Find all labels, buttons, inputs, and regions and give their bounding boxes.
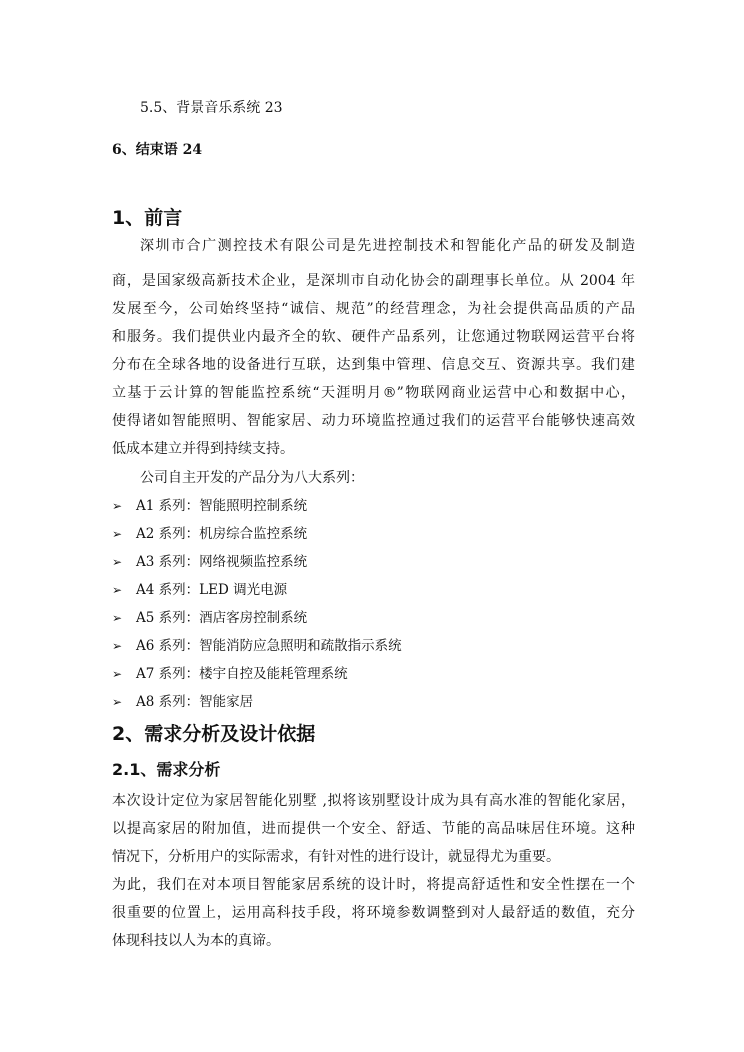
list-item [112, 663, 348, 685]
list-item-text: A1 系列：智能照明控制系统 [136, 498, 308, 514]
paragraph-line: 深圳市合广测控技术有限公司是先进控制技术和智能化产品的研发及制造 [140, 238, 635, 254]
toc-item-5-5: 5.5、背景音乐系统 23 [140, 100, 283, 116]
paragraph-line: 为此，我们在对本项目智能家居系统的设计时，将提高舒适性和安全性摆在一个 [112, 877, 635, 893]
arrow-bullet-icon: ➢ [112, 499, 123, 513]
list-item-text: A6 系列：智能消防应急照明和疏散指示系统 [136, 638, 402, 654]
list-item [112, 691, 253, 713]
arrow-bullet-icon: ➢ [112, 639, 123, 653]
section2-heading: 2、需求分析及设计依据 [112, 723, 316, 745]
paragraph-line: 发展至今，公司始终坚持“诚信、规范”的经营理念，为社会提供高品质的产品 [112, 301, 635, 317]
list-item [112, 551, 307, 573]
list-item [112, 579, 287, 601]
list-item-text: A4 系列：LED 调光电源 [136, 582, 288, 598]
paragraph-line: 本次设计定位为家居智能化别墅 ,拟将该别墅设计成为具有高水准的智能化家居， [112, 793, 635, 809]
paragraph-line: 体现科技以人为本的真谛。 [112, 933, 280, 949]
list-item-text: A7 系列：楼宇自控及能耗管理系统 [136, 666, 348, 682]
paragraph-line: 情况下，分析用户的实际需求，有针对性的进行设计，就显得尤为重要。 [112, 849, 560, 865]
paragraph-line: 商，是国家级高新技术企业，是深圳市自动化协会的副理事长单位。从 2004 年 [112, 273, 635, 289]
list-item-text: A2 系列：机房综合监控系统 [136, 526, 308, 542]
list-item-text: A8 系列：智能家居 [136, 694, 254, 710]
paragraph-line: 很重要的位置上，运用高科技手段，将环境参数调整到对人最舒适的数值，充分 [112, 905, 635, 921]
section1-heading: 1、前言 [112, 207, 183, 229]
list-item-text: A5 系列：酒店客房控制系统 [136, 610, 308, 626]
arrow-bullet-icon: ➢ [112, 667, 123, 681]
series-intro: 公司自主开发的产品分为八大系列： [140, 470, 364, 486]
section2-1-heading: 2.1、需求分析 [112, 760, 221, 779]
paragraph-line: 分布在全球各地的设备进行互联，达到集中管理、信息交互、资源共享。我们建 [112, 357, 635, 373]
arrow-bullet-icon: ➢ [112, 695, 123, 709]
paragraph-line: 以提高家居的附加值，进而提供一个安全、舒适、节能的高品味居住环境。这种 [112, 821, 635, 837]
arrow-bullet-icon: ➢ [112, 583, 123, 597]
paragraph-line: 立基于云计算的智能监控系统“天涯明月®”物联网商业运营中心和数据中心， [112, 385, 635, 401]
list-item [112, 635, 402, 657]
arrow-bullet-icon: ➢ [112, 527, 123, 541]
list-item [112, 495, 307, 517]
toc-item-6: 6、结束语 24 [112, 142, 203, 158]
paragraph-line: 低成本建立并得到持续支持。 [112, 441, 294, 457]
list-item-text: A3 系列：网络视频监控系统 [136, 554, 308, 570]
paragraph-line: 使得诸如智能照明、智能家居、动力环境监控通过我们的运营平台能够快速高效 [112, 413, 635, 429]
arrow-bullet-icon: ➢ [112, 611, 123, 625]
paragraph-line: 和服务。我们提供业内最齐全的软、硬件产品系列，让您通过物联网运营平台将 [112, 329, 635, 345]
list-item [112, 523, 307, 545]
list-item [112, 607, 307, 629]
arrow-bullet-icon: ➢ [112, 555, 123, 569]
